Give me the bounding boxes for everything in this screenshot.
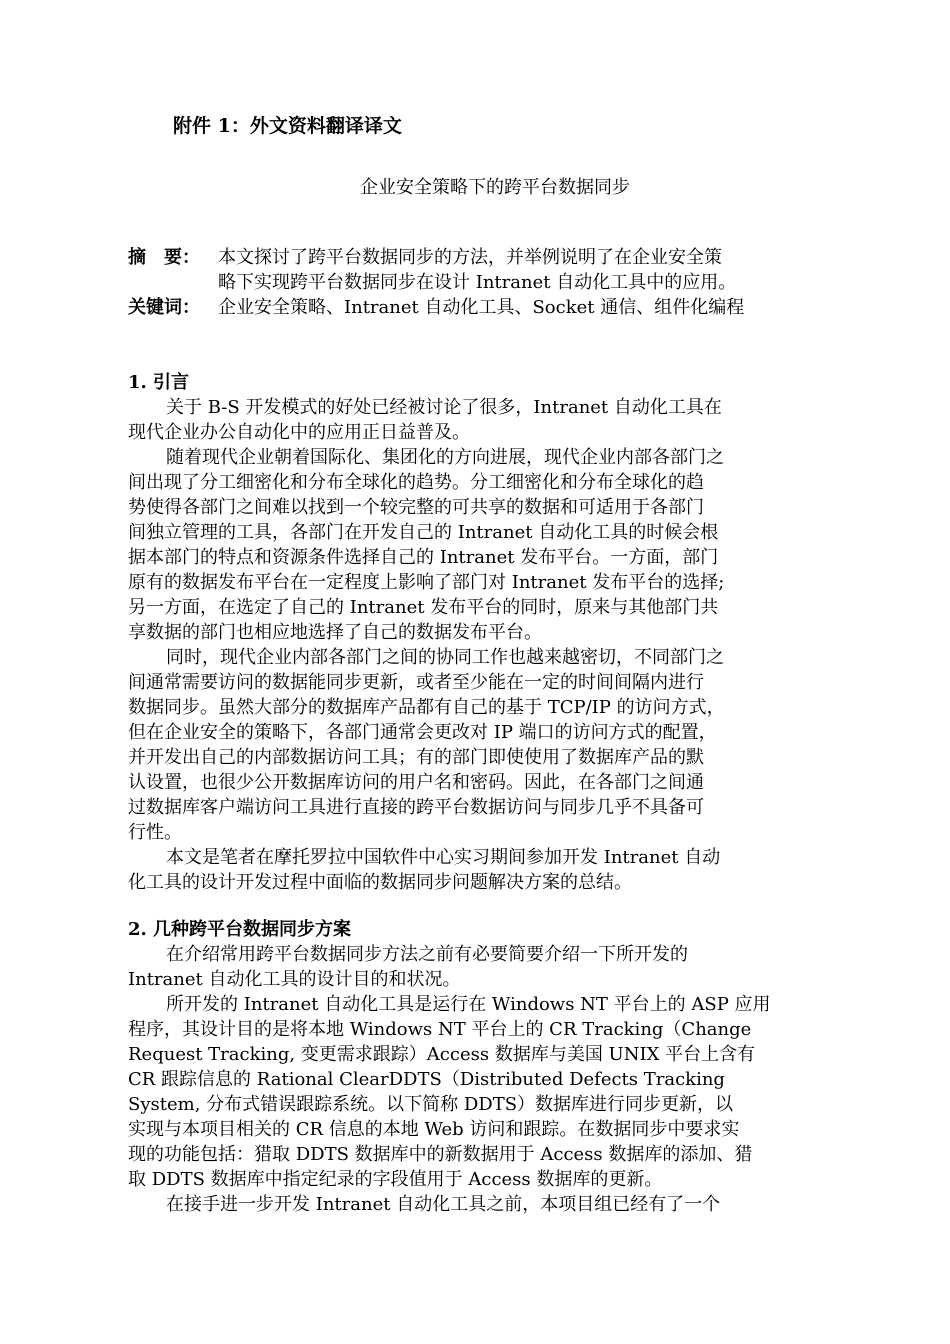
paragraph [128, 645, 863, 845]
text-line: 现的功能包括：猎取 DDTS 数据库中的新数据用于 Access 数据库的添加、猎 [128, 1144, 753, 1165]
text-line: 数据同步。虽然大部分的数据库产品都有自己的基于 TCP/IP 的访问方式， [128, 697, 725, 718]
text-line: 化工具的设计开发过程中面临的数据同步问题解决方案的总结。 [128, 872, 632, 893]
text-line: 本文是笔者在摩托罗拉中国软件中心实习期间参加开发 Intranet 自动 [166, 847, 721, 868]
text-line: 另一方面，在选定了自己的 Intranet 发布平台的同时，原来与其他部门共 [128, 597, 719, 618]
text-line: 行性。 [128, 822, 182, 843]
paragraph [128, 445, 863, 645]
text-line: 势使得各部门之间难以找到一个较完整的可共享的数据和可适用于各部门 [128, 497, 704, 518]
paragraph [128, 1192, 863, 1217]
abstract-line: 本文探讨了跨平台数据同步的方法，并举例说明了在企业安全策 [218, 247, 722, 268]
paragraph [128, 395, 863, 445]
text-line: 原有的数据发布平台在一定程度上影响了部门对 Intranet 发布平台的选择; [128, 572, 725, 593]
keywords-row [128, 295, 868, 320]
text-line: 在接手进一步开发 Intranet 自动化工具之前，本项目组已经有了一个 [166, 1194, 721, 1215]
keywords-text [218, 295, 868, 320]
text-line: CR 跟踪信息的 Rational ClearDDTS（Distributed Defects Tracking [128, 1069, 725, 1090]
text-line: Intranet 自动化工具的设计目的和状况。 [128, 969, 461, 990]
section-heading: 2. 几种跨平台数据同步方案 [128, 919, 352, 940]
abstract-line: 略下实现跨平台数据同步在设计 Intranet 自动化工具中的应用。 [218, 272, 737, 293]
text-line: 关于 B-S 开发模式的好处已经被讨论了很多，Intranet 自动化工具在 [166, 397, 722, 418]
keywords-label: 关键词： [128, 297, 200, 318]
text-line: 但在企业安全的策略下，各部门通常会更改对 IP 端口的访问方式的配置， [128, 722, 717, 743]
document-title: 企业安全策略下的跨平台数据同步 [360, 177, 630, 198]
paragraph [128, 845, 863, 895]
text-line: 取 DDTS 数据库中指定纪录的字段值用于 Access 数据库的更新。 [128, 1169, 663, 1190]
section-introduction [128, 370, 863, 895]
keywords-line: 企业安全策略、Intranet 自动化工具、Socket 通信、组件化编程 [218, 297, 745, 318]
abstract-label: 摘 要： [128, 247, 200, 268]
text-line: 间独立管理的工具，各部门在开发自己的 Intranet 自动化工具的时候会根 [128, 522, 719, 543]
text-line: 间通常需要访问的数据能同步更新，或者至少能在一定的时间间隔内进行 [128, 672, 704, 693]
text-line: 间出现了分工细密化和分布全球化的趋势。分工细密化和分布全球化的趋 [128, 472, 704, 493]
text-line: 程序，其设计目的是将本地 Windows NT 平台上的 CR Tracking（Change [128, 1019, 752, 1040]
text-line: 所开发的 Intranet 自动化工具是运行在 Windows NT 平台上的 ASP 应用 [166, 994, 771, 1015]
text-line: 现代企业办公自动化中的应用正日益普及。 [128, 422, 470, 443]
paragraph [128, 942, 863, 992]
text-line: Request Tracking, 变更需求跟踪）Access 数据库与美国 UNIX 平台上含有 [128, 1044, 756, 1065]
attachment-title: 附件 1：外文资料翻译译文 [173, 115, 402, 137]
section-heading: 1. 引言 [128, 372, 190, 393]
section-sync-schemes [128, 917, 863, 1217]
text-line: 享数据的部门也相应地选择了自己的数据发布平台。 [128, 622, 542, 643]
text-line: 认设置，也很少公开数据库访问的用户名和密码。因此，在各部门之间通 [128, 772, 704, 793]
paragraph [128, 992, 863, 1192]
text-line: 实现与本项目相关的 CR 信息的本地 Web 访问和跟踪。在数据同步中要求实 [128, 1119, 740, 1140]
abstract-row [128, 245, 868, 295]
text-line: System, 分布式错误跟踪系统。以下简称 DDTS）数据库进行同步更新，以 [128, 1094, 734, 1115]
text-line: 同时，现代企业内部各部门之间的协同工作也越来越密切，不同部门之 [166, 647, 724, 668]
abstract-keywords-block [128, 245, 868, 320]
abstract-text [218, 245, 868, 295]
text-line: 随着现代企业朝着国际化、集团化的方向进展，现代企业内部各部门之 [166, 447, 724, 468]
text-line: 并开发出自己的内部数据访问工具；有的部门即使使用了数据库产品的默 [128, 747, 704, 768]
text-line: 过数据库客户端访问工具进行直接的跨平台数据访问与同步几乎不具备可 [128, 797, 704, 818]
text-line: 据本部门的特点和资源条件选择自己的 Intranet 发布平台。一方面，部门 [128, 547, 719, 568]
text-line: 在介绍常用跨平台数据同步方法之前有必要简要介绍一下所开发的 [166, 944, 688, 965]
